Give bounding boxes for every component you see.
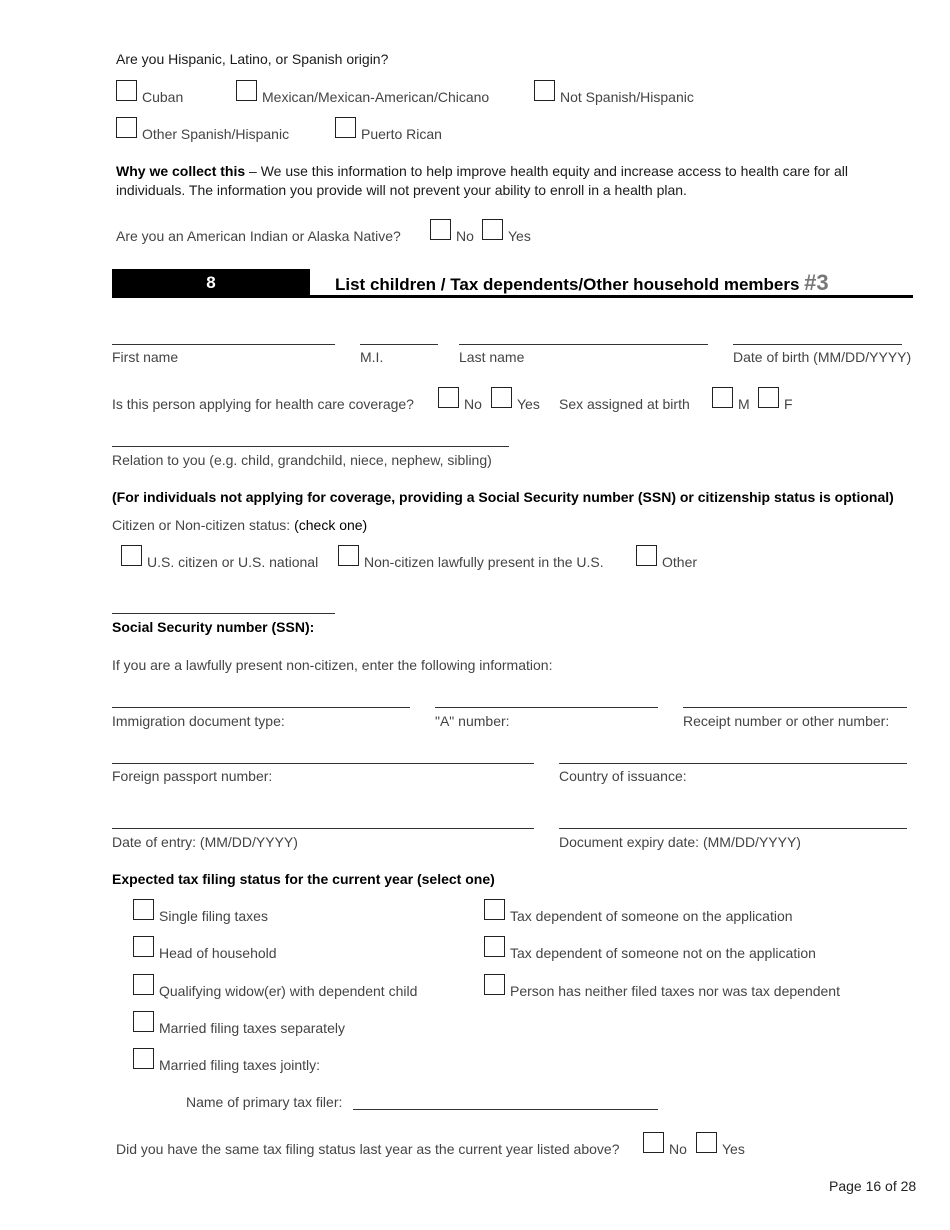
noncitizen-label: Non-citizen lawfully present in the U.S. [364, 554, 604, 570]
receipt-label: Receipt number or other number: [683, 713, 890, 729]
checkbox-married-separately[interactable] [133, 1011, 154, 1032]
head-household-label: Head of household [159, 945, 277, 961]
option-mexican: Mexican/Mexican-American/Chicano [262, 89, 490, 105]
checkbox-other-spanish[interactable] [116, 117, 137, 138]
checkbox-citizen-other[interactable] [636, 545, 657, 566]
why-collect-line2: individuals. The information you provide will not prevent your ability to enroll in a health plan. [116, 182, 687, 198]
checkbox-coverage-no[interactable] [438, 387, 459, 408]
expiry-date-field[interactable] [559, 828, 907, 829]
checkbox-qualifying-widow[interactable] [133, 974, 154, 995]
primary-filer-label: Name of primary tax filer: [186, 1094, 343, 1110]
citizen-other-label: Other [662, 554, 698, 570]
last-name-label: Last name [459, 349, 525, 365]
checkbox-dependent-on-app[interactable] [484, 899, 505, 920]
doc-type-label: Immigration document type: [112, 713, 285, 729]
primary-filer-field[interactable] [353, 1109, 658, 1110]
checkbox-mexican[interactable] [236, 80, 257, 101]
passport-label: Foreign passport number: [112, 768, 273, 784]
entry-date-field[interactable] [112, 828, 534, 829]
section-rule [112, 295, 913, 298]
checkbox-same-status-no[interactable] [643, 1132, 664, 1153]
expiry-date-label: Document expiry date: (MM/DD/YYYY) [559, 834, 801, 850]
country-label: Country of issuance: [559, 768, 687, 784]
checkbox-not-spanish[interactable] [534, 80, 555, 101]
checkbox-puerto-rican[interactable] [335, 117, 356, 138]
neither-label: Person has neither filed taxes nor was tax dependent [510, 983, 840, 999]
coverage-no-label: No [464, 396, 482, 412]
last-name-field[interactable] [459, 344, 708, 345]
coverage-yes-label: Yes [517, 396, 540, 412]
citizen-label: Citizen or Non-citizen status: [112, 517, 295, 533]
noncitizen-intro: If you are a lawfully present non-citizen, enter the following information: [112, 657, 553, 673]
same-status-question: Did you have the same tax filing status last year as the current year listed above? [116, 1141, 620, 1157]
first-name-field[interactable] [112, 344, 335, 345]
dependent-on-app-label: Tax dependent of someone on the application [510, 908, 793, 924]
us-citizen-label: U.S. citizen or U.S. national [147, 554, 319, 570]
checkbox-same-status-yes[interactable] [696, 1132, 717, 1153]
sex-m-label: M [738, 396, 750, 412]
checkbox-sex-f[interactable] [758, 387, 779, 408]
sex-label: Sex assigned at birth [559, 396, 690, 412]
checkbox-native-yes[interactable] [482, 219, 503, 240]
doc-type-field[interactable] [112, 707, 410, 708]
a-number-label: "A" number: [435, 713, 510, 729]
checkbox-married-jointly[interactable] [133, 1048, 154, 1069]
checkbox-us-citizen[interactable] [121, 545, 142, 566]
option-cuban: Cuban [142, 89, 184, 105]
option-not-spanish: Not Spanish/Hispanic [560, 89, 694, 105]
section-title: List children / Tax dependents/Other household members [335, 275, 800, 294]
checkbox-single-filing[interactable] [133, 899, 154, 920]
relation-label: Relation to you (e.g. child, grandchild, niece, nephew, sibling) [112, 452, 492, 468]
sex-f-label: F [784, 396, 793, 412]
married-separately-label: Married filing taxes separately [159, 1020, 345, 1036]
section-title-wrap [335, 270, 829, 296]
mi-label: M.I. [360, 349, 384, 365]
checkbox-noncitizen[interactable] [338, 545, 359, 566]
dob-field[interactable] [733, 344, 902, 345]
ssn-field[interactable] [112, 613, 335, 614]
checkbox-neither[interactable] [484, 974, 505, 995]
checkbox-native-no[interactable] [430, 219, 451, 240]
optional-note: (For individuals not applying for coverage, providing a Social Security number (SSN) or citizenship status is optional) [112, 489, 894, 505]
dob-label: Date of birth (MM/DD/YYYY) [733, 349, 912, 365]
section-count: #3 [804, 270, 829, 295]
married-jointly-label: Married filing taxes jointly: [159, 1057, 321, 1073]
native-yes-label: Yes [508, 228, 531, 244]
native-question: Are you an American Indian or Alaska Native? [116, 228, 401, 244]
passport-field[interactable] [112, 763, 534, 764]
same-status-yes-label: Yes [722, 1141, 745, 1157]
section-number: 8 [206, 273, 216, 292]
option-puerto-rican: Puerto Rican [361, 126, 442, 142]
checkbox-cuban[interactable] [116, 80, 137, 101]
option-other-spanish: Other Spanish/Hispanic [142, 126, 290, 142]
native-no-label: No [456, 228, 474, 244]
a-number-field[interactable] [435, 707, 658, 708]
ssn-label: Social Security number (SSN): [112, 619, 315, 635]
citizen-label-wrap [112, 517, 367, 533]
tax-heading: Expected tax filing status for the current year (select one) [112, 871, 495, 887]
country-field[interactable] [559, 763, 907, 764]
checkbox-dependent-not-on-app[interactable] [484, 936, 505, 957]
why-collect-title: Why we collect this [116, 163, 246, 179]
page-number: Page 16 of 28 [829, 1178, 917, 1194]
checkbox-coverage-yes[interactable] [491, 387, 512, 408]
dependent-not-on-app-label: Tax dependent of someone not on the application [510, 945, 816, 961]
entry-date-label: Date of entry: (MM/DD/YYYY) [112, 834, 298, 850]
checkbox-head-household[interactable] [133, 936, 154, 957]
hispanic-question: Are you Hispanic, Latino, or Spanish origin? [116, 51, 389, 67]
single-filing-label: Single filing taxes [159, 908, 268, 924]
receipt-field[interactable] [683, 707, 907, 708]
qualifying-widow-label: Qualifying widow(er) with dependent child [159, 983, 418, 999]
why-collect-text1: – We use this information to help improve health equity and increase access to health care for all [245, 163, 848, 179]
same-status-no-label: No [669, 1141, 687, 1157]
coverage-question: Is this person applying for health care coverage? [112, 396, 414, 412]
first-name-label: First name [112, 349, 179, 365]
why-collect-line1 [116, 163, 848, 179]
relation-field[interactable] [112, 446, 509, 447]
check-one-label: (check one) [294, 517, 368, 533]
mi-field[interactable] [360, 344, 438, 345]
checkbox-sex-m[interactable] [712, 387, 733, 408]
